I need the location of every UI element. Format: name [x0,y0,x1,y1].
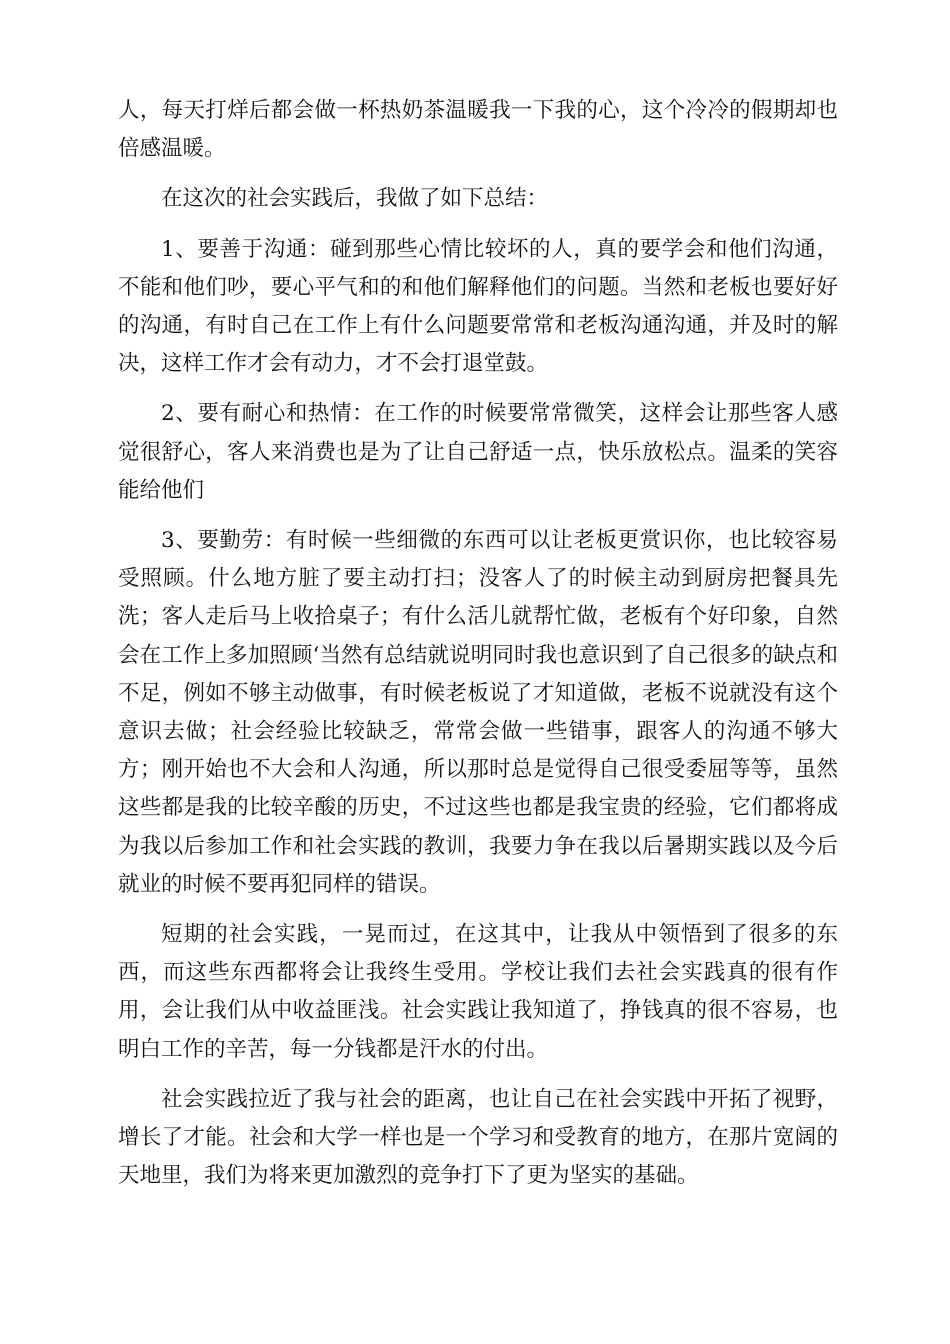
paragraph-point-diligence: 3、要勤劳：有时候一些细微的东西可以让老板更赏识你，也比较容易受照顾。什么地方脏了要主动打扫；没客人了的时候主动到厨房把餐具先洗；客人走后马上收拾桌子；有什么活儿就帮忙做，老板有个好印象，自然会在工作上多加照顾‘当然有总结就说明同时我也意识到了自己很多的缺点和不足，例如不够主动做事，有时候老板说了才知道做，老板不说就没有这个意识去做；社会经验比较缺乏，常常会做一些错事，跟客人的沟通不够大方；刚开始也不大会和人沟通，所以那时总是觉得自己很受委屈等等，虽然这些都是我的比较辛酸的历史，不过这些也都是我宝贵的经验，它们都将成为我以后参加工作和社会实践的教训，我要力争在我以后暑期实践以及今后就业的时候不要再犯同样的错误。 [118,528,838,897]
paragraph-summary-intro: 在这次的社会实践后，我做了如下总结： [161,186,549,212]
paragraph-short-practice: 短期的社会实践，一晃而过，在这其中，让我从中领悟到了很多的东西，而这些东西都将会让我终生受用。学校让我们去社会实践真的很有作用，会让我们从中收益匪浅。社会实践让我知道了，挣钱真的很不容易，也明白工作的辛苦，每一分钱都是汗水的付出。 [118,922,838,1062]
paragraph-point-patience: 2、要有耐心和热情：在工作的时候要常常微笑，这样会让那些客人感觉很舒心，客人来消费也是为了让自己舒适一点，快乐放松点。温柔的笑容能给他们 [118,401,838,503]
paragraph-continuation: 人，每天打烊后都会做一杯热奶茶温暖我一下我的心，这个冷冷的假期却也倍感温暖。 [118,98,838,162]
paragraph-point-communication: 1、要善于沟通：碰到那些心情比较坏的人，真的要学会和他们沟通，不能和他们吵，要心平气和的和他们解释他们的问题。当然和老板也要好好的沟通，有时自己在工作上有什么问题要常常和老板沟通沟通，并及时的解决，这样工作才会有动力，才不会打退堂鼓。 [118,236,838,377]
paragraph-conclusion: 社会实践拉近了我与社会的距离，也让自己在社会实践中开拓了视野，增长了才能。社会和大学一样也是一个学习和受教育的地方，在那片宽阔的天地里，我们为将来更加激烈的竞争打下了更为坚实的基础。 [118,1086,838,1189]
